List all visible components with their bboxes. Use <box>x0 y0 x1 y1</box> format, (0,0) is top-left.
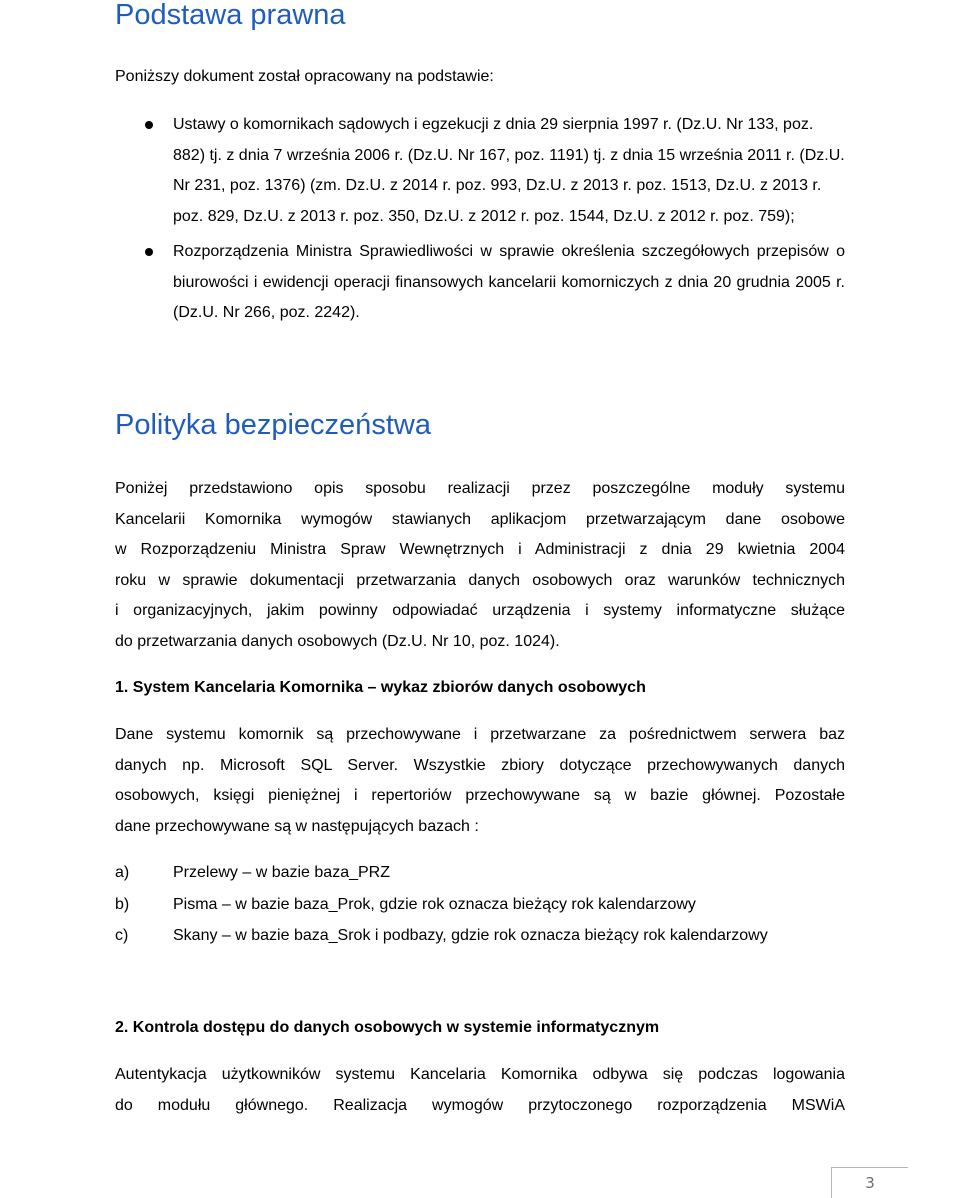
list-item <box>115 857 875 889</box>
subsection-1-title: 1. System Kancelaria Komornika – wykaz zbiorów danych osobowych <box>115 679 646 696</box>
list-item-label: b) <box>115 895 130 913</box>
paragraph-line: osobowych, księgi pieniężnej i repertoriów przechowywane są w bazie głównej. Pozostałe <box>115 787 845 804</box>
paragraph-line: danych np. Microsoft SQL Server. Wszystkie zbiory dotyczące przechowywanych danych <box>115 756 845 774</box>
list-item-label: a) <box>115 864 130 881</box>
paragraph-line: dane przechowywane są w następujących bazach : <box>115 817 479 835</box>
list-item <box>115 920 875 952</box>
legal-basis-list <box>115 110 845 329</box>
list-item-label: c) <box>115 927 129 944</box>
paragraph-line: roku w sprawie dokumentacji przetwarzania danych osobowych oraz warunków technicznych <box>115 571 845 589</box>
bullet-icon <box>145 121 153 129</box>
list-item-text: Rozporządzenia Ministra Sprawiedliwości w sprawie określenia szczegółowych przepisów o biurowości i ewidencji operacji finansowych kancelarii komorniczych z dnia 20 grudnia 2005 r. (Dz.U. Nr 266, poz. 2242). <box>173 243 845 321</box>
bullet-icon <box>145 248 153 256</box>
paragraph-line: w Rozporządzeniu Ministra Spraw Wewnętrznych i Administracji z dnia 29 kwietnia 2004 <box>115 541 845 558</box>
list-item-text: Pisma – w bazie baza_Prok, gdzie rok oznacza bieżący rok kalendarzowy <box>173 895 696 913</box>
list-item-text: Skany – w bazie baza_Srok i podbazy, gdzie rok oznacza bieżący rok kalendarzowy <box>173 927 768 944</box>
list-item-text: Przelewy – w bazie baza_PRZ <box>173 864 390 881</box>
paragraph-line: do modułu głównego. Realizacja wymogów przytoczonego rozporządzenia MSWiA <box>115 1096 845 1114</box>
subsection-2-paragraph <box>115 1060 845 1121</box>
paragraph-line: Poniżej przedstawiono opis sposobu realizacji przez poszczególne moduły systemu <box>115 480 845 497</box>
paragraph-line: do przetwarzania danych osobowych (Dz.U. Nr 10, poz. 1024). <box>115 632 560 650</box>
subsection-1-paragraph <box>115 720 845 842</box>
heading-podstawa-prawna: Podstawa prawna <box>115 0 346 31</box>
list-item <box>115 889 875 921</box>
page-number: 3 <box>831 1167 908 1198</box>
intro-text: Poniższy dokument został opracowany na podstawie: <box>115 68 494 85</box>
heading-polityka-bezpieczenstwa: Polityka bezpieczeństwa <box>115 409 431 441</box>
paragraph-line: Dane systemu komornik są przechowywane i przetwarzane za pośrednictwem serwera baz <box>115 726 845 743</box>
paragraph-line: i organizacyjnych, jakim powinny odpowiadać urządzenia i systemy informatyczne służące <box>115 602 845 619</box>
policy-paragraph <box>115 474 845 657</box>
list-item <box>115 237 845 329</box>
list-item <box>115 110 845 232</box>
paragraph-line: Kancelarii Komornika wymogów stawianych aplikacjom przetwarzającym dane osobowe <box>115 510 845 528</box>
subsection-2-title: 2. Kontrola dostępu do danych osobowych w systemie informatycznym <box>115 1019 660 1036</box>
paragraph-line: Autentykacja użytkowników systemu Kancelaria Komornika odbywa się podczas logowania <box>115 1066 845 1083</box>
database-list <box>115 857 875 952</box>
list-item-text: Ustawy o komornikach sądowych i egzekucji z dnia 29 sierpnia 1997 r. (Dz.U. Nr 133, poz. 882) tj. z dnia 7 września 2006 r. (Dz.U. Nr 167, poz. 1191) tj. z dnia 15 września 2011 r. (Dz.U. Nr 231, poz. 1376) (zm. Dz.U. z 2014 r. poz. 993, Dz.U. z 2013 r. poz. 1513, Dz.U. z 2013 r. poz. 829, Dz.U. z 2013 r. poz. 350, Dz.U. z 2012 r. poz. 1544, Dz.U. z 2012 r. poz. 759); <box>173 116 845 225</box>
